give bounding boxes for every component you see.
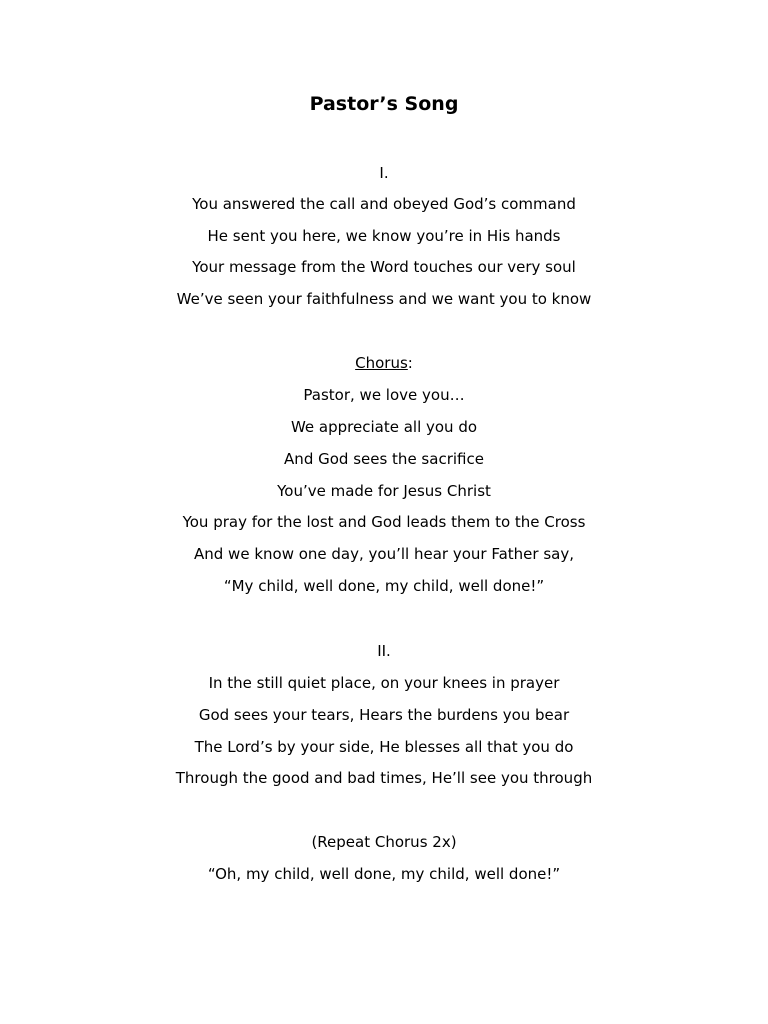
chorus-line-2: We appreciate all you do bbox=[290, 418, 478, 436]
chorus-line-1: Pastor, we love you… bbox=[303, 386, 465, 404]
chorus-label: Chorus bbox=[355, 354, 408, 372]
repeat-chorus-note: (Repeat Chorus 2x) bbox=[311, 833, 457, 851]
verse-2-line-2: God sees your tears, Hears the burdens you bear bbox=[198, 706, 570, 724]
verse-1-line-4: We’ve seen your faithfulness and we want you to know bbox=[176, 290, 592, 308]
song-title: Pastor’s Song bbox=[309, 93, 459, 115]
verse-2-line-1: In the still quiet place, on your knees in prayer bbox=[208, 674, 560, 692]
chorus-line-7: “My child, well done, my child, well done!” bbox=[223, 577, 545, 595]
chorus-label-colon: : bbox=[407, 354, 413, 372]
verse-2-line-3: The Lord’s by your side, He blesses all that you do bbox=[194, 738, 574, 756]
chorus-line-4: You’ve made for Jesus Christ bbox=[277, 482, 491, 500]
verse-1-line-1: You answered the call and obeyed God’s command bbox=[192, 195, 576, 213]
verse-2-line-4: Through the good and bad times, He’ll see you through bbox=[175, 769, 593, 787]
verse-2-label: II. bbox=[377, 642, 391, 660]
verse-1-line-2: He sent you here, we know you’re in His hands bbox=[207, 227, 561, 245]
chorus-heading bbox=[0, 353, 768, 373]
chorus-line-3: And God sees the sacrifice bbox=[284, 450, 484, 468]
verse-1-line-3: Your message from the Word touches our very soul bbox=[192, 258, 576, 276]
verse-1-label: I. bbox=[379, 164, 389, 182]
chorus-line-5: You pray for the lost and God leads them to the Cross bbox=[182, 513, 586, 531]
final-line: “Oh, my child, well done, my child, well done!” bbox=[207, 865, 561, 883]
chorus-line-6: And we know one day, you’ll hear your Father say, bbox=[194, 545, 574, 563]
